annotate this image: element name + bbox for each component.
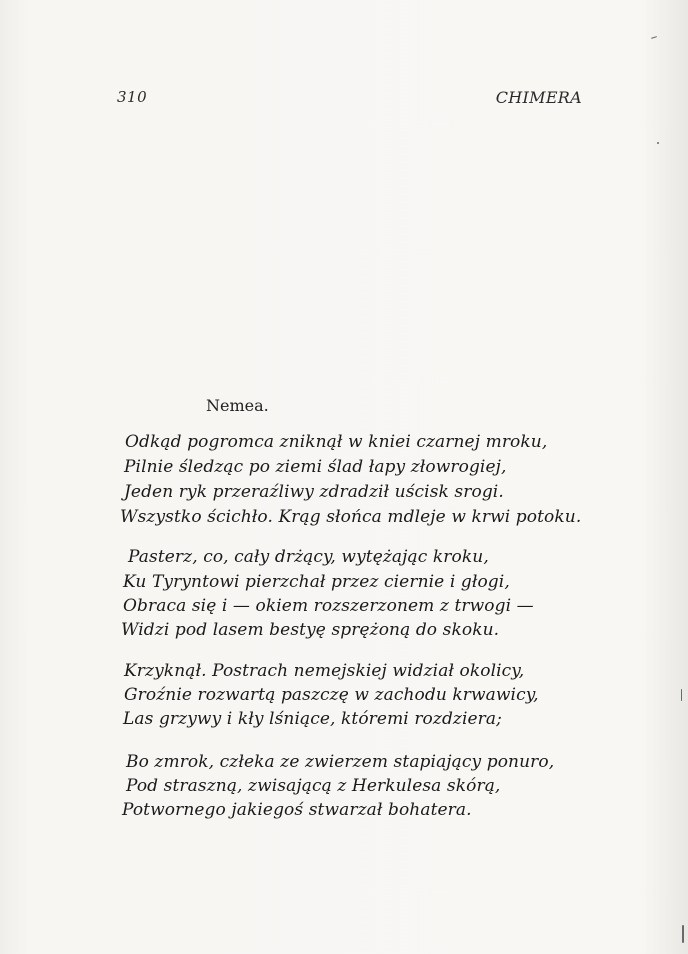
poem-line: Odkąd pogromca zniknął w kniei czarnej mroku, — [125, 432, 548, 452]
poem-line: Las grzywy i kły lśniące, któremi rozdziera; — [123, 709, 502, 729]
poem-title: Nemea. — [206, 396, 269, 415]
poem-line: Groźnie rozwartą paszczę w zachodu krwawicy, — [124, 685, 539, 705]
poem-line: Wszystko ścichło. Krąg słońca mdleje w krwi potoku. — [120, 507, 582, 527]
poem-line: Potwornego jakiegoś stwarzał bohatera. — [122, 800, 472, 820]
scan-mark — [657, 142, 659, 144]
poem-line: Obraca się i — okiem rozszerzonem z trwogi — — [123, 596, 534, 616]
page-number: 310 — [117, 88, 148, 106]
scan-mark — [651, 36, 657, 39]
poem-line: Bo zmrok, człeka ze zwierzem stapiający ponuro, — [126, 752, 555, 772]
poem-line: Widzi pod lasem bestyę sprężoną do skoku. — [121, 620, 500, 640]
poem-line: Pilnie śledząc po ziemi ślad łapy złowrogiej, — [124, 457, 507, 477]
running-head: CHIMERA — [495, 88, 582, 107]
scan-mark — [682, 925, 684, 943]
poem-line: Pasterz, co, cały drżący, wytężając kroku, — [128, 547, 489, 567]
poem-line: Jeden ryk przeraźliwy zdradził uścisk srogi. — [124, 482, 504, 502]
poem-line: Ku Tyryntowi pierzchał przez ciernie i głogi, — [123, 572, 510, 592]
poem-line: Pod straszną, zwisającą z Herkulesa skórą, — [126, 776, 501, 796]
scan-mark — [681, 689, 682, 701]
poem-line: Krzyknął. Postrach nemejskiej widział okolicy, — [124, 661, 525, 681]
